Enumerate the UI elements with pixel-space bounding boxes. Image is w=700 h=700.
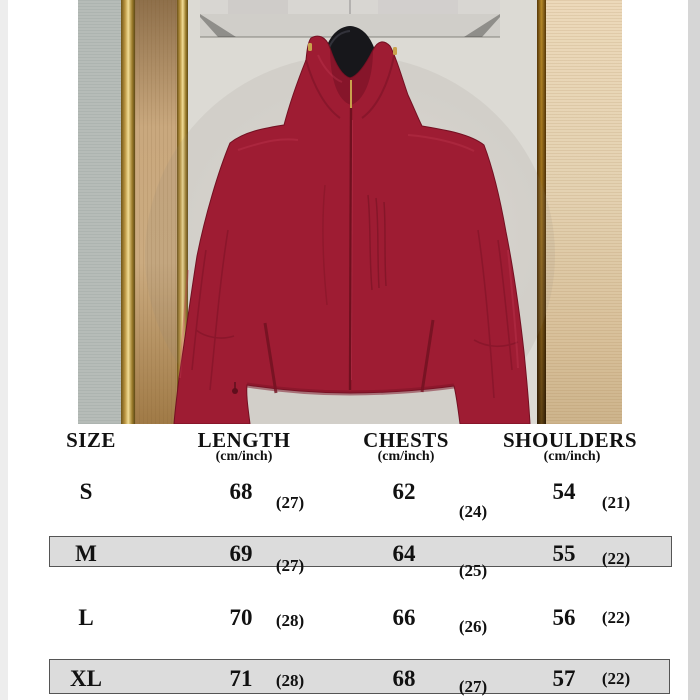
length-inch: (27) — [275, 493, 305, 512]
chest-inch: (24) — [458, 502, 488, 521]
shoulder-inch: (22) — [601, 608, 631, 627]
shoulder-inch: (21) — [601, 493, 631, 512]
length-cm: 70 — [229, 605, 253, 630]
column-header-size: SIZE — [66, 428, 116, 452]
length-cm: 71 — [229, 666, 253, 691]
page-edge-right — [688, 0, 700, 700]
product-photo[interactable] — [78, 0, 622, 424]
chest-inch: (27) — [458, 677, 488, 696]
length-inch: (27) — [275, 556, 305, 575]
red-hooded-jacket-image — [78, 0, 622, 424]
column-unit-shoulders: (cm/inch) — [543, 449, 601, 464]
chest-cm: 62 — [392, 479, 416, 504]
chest-cm: 68 — [392, 666, 416, 691]
chest-inch: (26) — [458, 617, 488, 636]
drawstring-aglet-left — [308, 43, 312, 51]
size-label: L — [78, 605, 94, 630]
shoulder-cm: 57 — [552, 666, 576, 691]
column-header-length: LENGTH — [197, 428, 291, 452]
page-edge-left — [0, 0, 8, 700]
drawstring-aglet-right — [393, 47, 397, 55]
chest-inch: (25) — [458, 561, 488, 580]
size-label: M — [75, 541, 97, 566]
column-unit-length: (cm/inch) — [215, 449, 273, 464]
size-label: XL — [70, 666, 102, 691]
shoulder-cm: 55 — [552, 541, 576, 566]
length-inch: (28) — [275, 611, 305, 630]
hem-drawcord-toggle — [232, 388, 238, 394]
shoulder-cm: 54 — [552, 479, 576, 504]
length-cm: 68 — [229, 479, 253, 504]
size-label: S — [79, 479, 93, 504]
chest-cm: 64 — [392, 541, 416, 566]
length-inch: (28) — [275, 671, 305, 690]
chest-cm: 66 — [392, 605, 416, 630]
column-unit-chests: (cm/inch) — [377, 449, 435, 464]
shoulder-inch: (22) — [601, 669, 631, 688]
shoulder-cm: 56 — [552, 605, 576, 630]
length-cm: 69 — [229, 541, 253, 566]
shoulder-inch: (22) — [601, 549, 631, 568]
column-header-chests: CHESTS — [363, 428, 449, 452]
column-header-shoulders: SHOULDERS — [502, 428, 638, 452]
zipper — [350, 108, 351, 390]
